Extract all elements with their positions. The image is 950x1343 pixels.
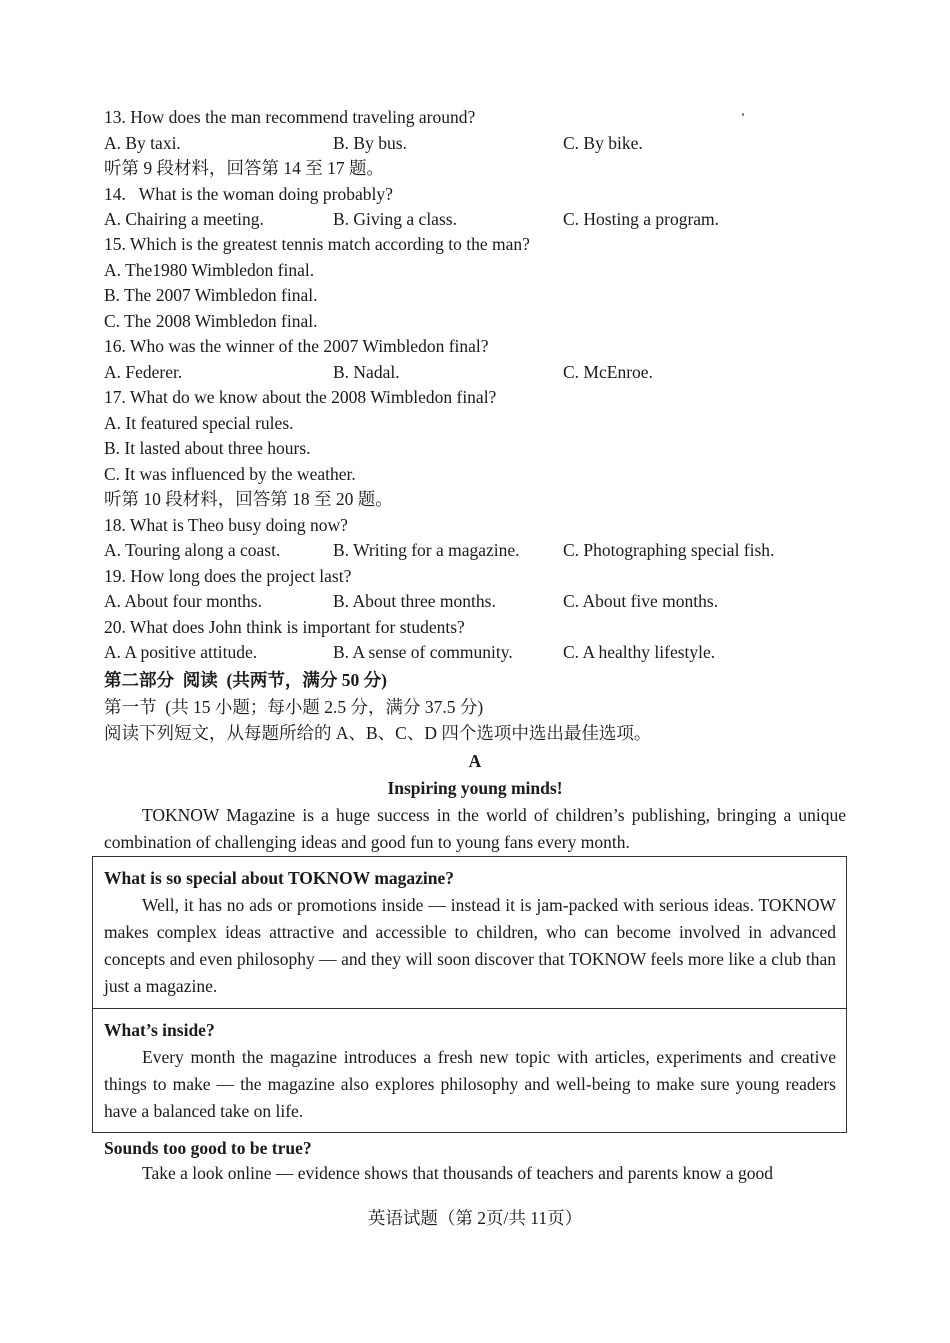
q14-option-b: B. Giving a class. xyxy=(333,209,457,229)
instruction-passage-9: 听第 9 段材料，回答第 14 至 17 题。 xyxy=(104,158,384,178)
q14-option-a: A. Chairing a meeting. xyxy=(104,209,264,229)
box-title: What is so special about TOKNOW magazine? xyxy=(104,868,455,888)
scan-artifact xyxy=(742,113,744,116)
question-17: 17. What do we know about the 2008 Wimbledon final? xyxy=(104,387,497,407)
q18-option-a: A. Touring along a coast. xyxy=(104,540,281,560)
passage-title: Inspiring young minds! xyxy=(387,778,563,798)
question-19: 19. How long does the project last? xyxy=(104,566,352,586)
q20-option-b: B. A sense of community. xyxy=(333,642,513,662)
q14-option-c: C. Hosting a program. xyxy=(563,209,720,229)
info-box-inside xyxy=(92,1008,847,1133)
question-18: 18. What is Theo busy doing now? xyxy=(104,515,348,535)
intro-text: TOKNOW Magazine is a huge success in the world of children’s publishing, bringing a unique combination of challenging ideas and good fun to young fans every month. xyxy=(104,805,846,852)
section-too-good-body xyxy=(104,1160,846,1187)
question-13: 13. How does the man recommend traveling around? xyxy=(104,107,476,127)
q18-option-b: B. Writing for a magazine. xyxy=(333,540,520,560)
q16-option-c: C. McEnroe. xyxy=(563,362,653,382)
instruction-passage-10: 听第 10 段材料，回答第 18 至 20 题。 xyxy=(104,489,393,509)
q19-option-a: A. About four months. xyxy=(104,591,262,611)
passage-letter: A xyxy=(468,751,482,771)
box-content xyxy=(104,865,836,1000)
question-14: 14. What is the woman doing probably? xyxy=(104,184,393,204)
passage-intro xyxy=(104,802,846,856)
question-20: 20. What does John think is important for students? xyxy=(104,617,465,637)
reading-instructions: 阅读下列短文，从每题所给的 A、B、C、D 四个选项中选出最佳选项。 xyxy=(104,723,652,743)
question-15: 15. Which is the greatest tennis match according to the man? xyxy=(104,234,530,254)
q16-option-b: B. Nadal. xyxy=(333,362,400,382)
q15-option-c: C. The 2008 Wimbledon final. xyxy=(104,311,318,331)
info-box-special xyxy=(92,856,847,1009)
q19-option-c: C. About five months. xyxy=(563,591,719,611)
page-footer: 英语试题（第 2页/共 11页） xyxy=(367,1208,583,1228)
q17-option-a: A. It featured special rules. xyxy=(104,413,294,433)
q19-option-b: B. About three months. xyxy=(333,591,496,611)
box-body xyxy=(104,1044,836,1125)
section-body-text: Take a look online — evidence shows that thousands of teachers and parents know a good xyxy=(142,1163,774,1183)
q18-option-c: C. Photographing special fish. xyxy=(563,540,775,560)
box-body xyxy=(104,892,836,1000)
box-body-text: Every month the magazine introduces a fresh new topic with articles, experiments and creative things to make — the magazine also explores philosophy and well-being to make sure young readers have a balanced take on life. xyxy=(104,1047,836,1121)
q15-option-b: B. The 2007 Wimbledon final. xyxy=(104,285,318,305)
box-body-text: Well, it has no ads or promotions inside — instead it is jam-packed with serious ideas. TOKNOW makes complex ideas attractive and accessible to children, who can become involved in advanced concepts and even philosophy — and they will soon discover that TOKNOW feels more like a club than just a magazine. xyxy=(104,895,836,996)
q13-option-c: C. By bike. xyxy=(563,133,643,153)
question-16: 16. Who was the winner of the 2007 Wimbledon final? xyxy=(104,336,489,356)
q16-option-a: A. Federer. xyxy=(104,362,183,382)
q17-option-b: B. It lasted about three hours. xyxy=(104,438,311,458)
box-title: What’s inside? xyxy=(104,1020,215,1040)
box-content xyxy=(104,1017,836,1125)
part-two-title: 第二部分 阅读 (共两节，满分 50 分) xyxy=(104,670,387,690)
section-one-title: 第一节 (共 15 小题；每小题 2.5 分，满分 37.5 分) xyxy=(104,697,484,717)
q15-option-a: A. The1980 Wimbledon final. xyxy=(104,260,315,280)
q17-option-c: C. It was influenced by the weather. xyxy=(104,464,356,484)
q20-option-c: C. A healthy lifestyle. xyxy=(563,642,716,662)
q13-option-b: B. By bus. xyxy=(333,133,407,153)
section-heading-too-good: Sounds too good to be true? xyxy=(104,1138,312,1158)
q20-option-a: A. A positive attitude. xyxy=(104,642,258,662)
q13-option-a: A. By taxi. xyxy=(104,133,181,153)
